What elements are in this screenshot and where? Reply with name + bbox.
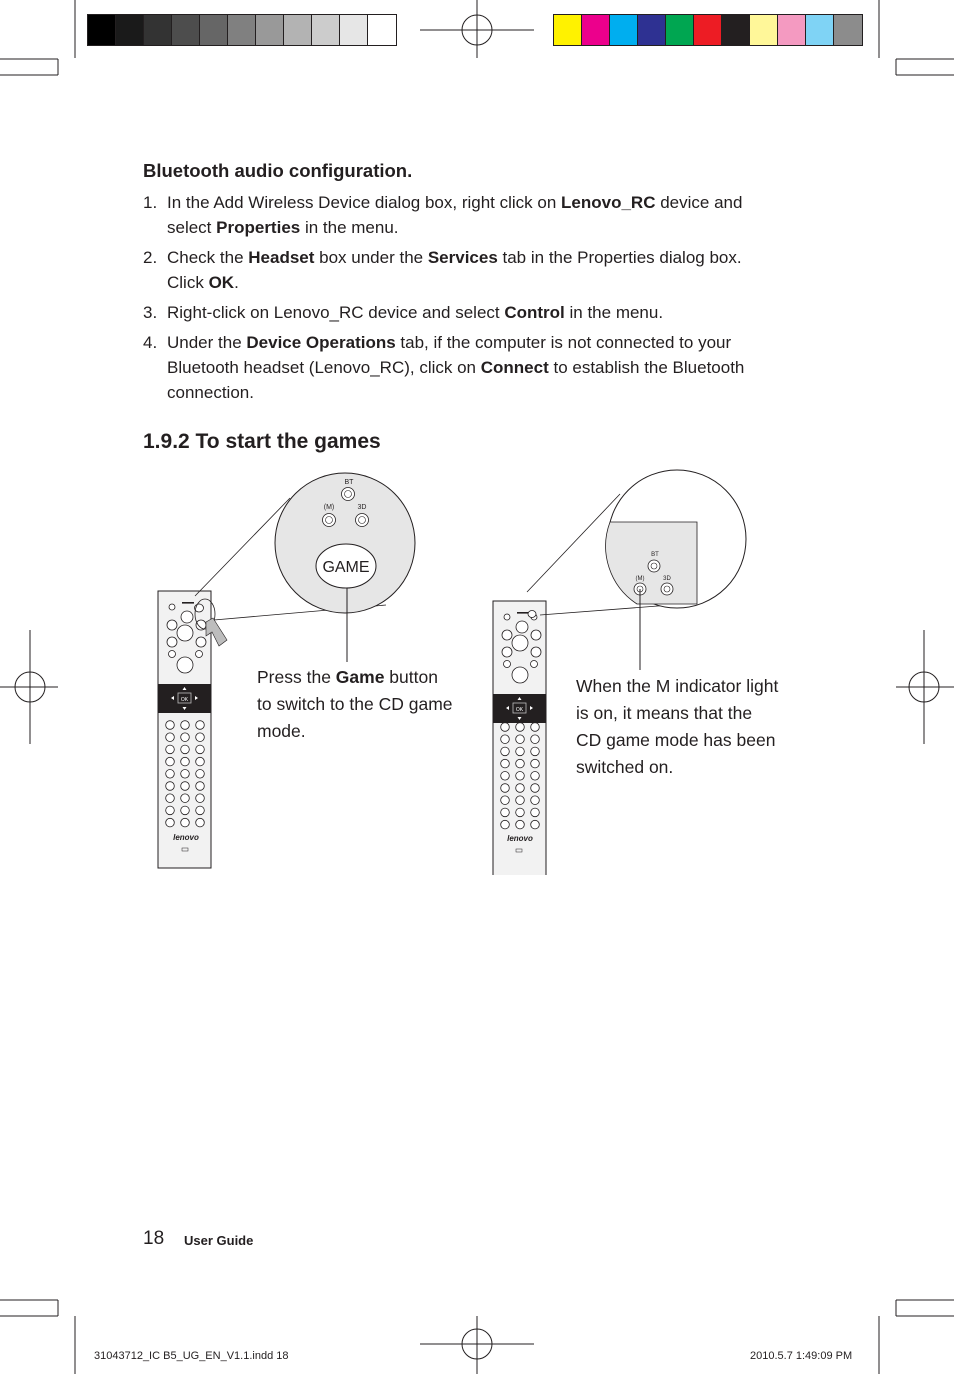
remote-control-left bbox=[158, 591, 211, 868]
zoom-label-bt: BT bbox=[651, 552, 659, 558]
registration-target-right bbox=[896, 630, 954, 744]
remote-button bbox=[166, 770, 175, 779]
grayscale-calibration-bar bbox=[87, 14, 397, 46]
color-swatch bbox=[610, 15, 638, 45]
registration-target-left bbox=[0, 630, 58, 744]
remote-button bbox=[516, 772, 525, 781]
remote-button bbox=[181, 745, 190, 754]
remote-button bbox=[516, 796, 525, 805]
slug-file-info: 31043712_IC B5_UG_EN_V1.1.indd 18 bbox=[94, 1350, 289, 1362]
registration-target-bottom bbox=[420, 1316, 534, 1374]
zoom-label-m: (M) bbox=[323, 504, 335, 511]
remote-button bbox=[181, 818, 190, 827]
remote-button bbox=[501, 772, 510, 781]
remote-button bbox=[531, 772, 540, 781]
remote-button bbox=[166, 782, 175, 791]
remote-button bbox=[501, 759, 510, 768]
color-swatch bbox=[638, 15, 666, 45]
color-calibration-bar bbox=[553, 14, 863, 46]
color-swatch bbox=[666, 15, 694, 45]
remote-button bbox=[196, 757, 205, 766]
gray-swatch bbox=[368, 15, 396, 45]
instruction-step: 1. In the Add Wireless Device dialog box, right click on Lenovo_RC device and select Properties in the menu. bbox=[143, 193, 743, 237]
remote-button bbox=[531, 747, 540, 756]
remote-button bbox=[501, 723, 510, 732]
remote-button bbox=[531, 759, 540, 768]
gray-swatch bbox=[256, 15, 284, 45]
game-button-caption: Press the Game button to switch to the CD game mode. bbox=[257, 667, 453, 741]
remote-button bbox=[196, 794, 205, 803]
brand-label: lenovo bbox=[173, 833, 199, 842]
remote-button bbox=[181, 794, 190, 803]
remote-button bbox=[166, 733, 175, 742]
ok-label: OK bbox=[180, 697, 189, 703]
gray-swatch bbox=[200, 15, 228, 45]
zoom-label-three_d: 3D bbox=[357, 504, 367, 511]
zoom-label-three_d: 3D bbox=[663, 576, 671, 582]
color-swatch bbox=[750, 15, 778, 45]
remote-button bbox=[516, 808, 525, 817]
instruction-steps bbox=[143, 190, 783, 410]
subsection-heading: 1.9.2 To start the games bbox=[143, 430, 381, 453]
remote-button bbox=[501, 796, 510, 805]
page-number: 18 bbox=[143, 1228, 165, 1249]
instruction-step: 4. Under the Device Operations tab, if the computer is not connected to your Bluetooth headset (Lenovo_RC), click on Connect to establish the Bluetooth connection. bbox=[143, 333, 745, 402]
color-swatch bbox=[554, 15, 582, 45]
remote-button bbox=[181, 806, 190, 815]
gray-swatch bbox=[312, 15, 340, 45]
remote-button bbox=[531, 784, 540, 793]
remote-button bbox=[501, 747, 510, 756]
remote-button bbox=[516, 723, 525, 732]
remote-button bbox=[516, 784, 525, 793]
remote-button bbox=[196, 782, 205, 791]
remote-button bbox=[501, 808, 510, 817]
footer-label: User Guide bbox=[184, 1233, 254, 1248]
gray-swatch bbox=[172, 15, 200, 45]
color-swatch bbox=[582, 15, 610, 45]
remote-button bbox=[181, 721, 190, 730]
remote-button bbox=[196, 733, 205, 742]
remote-button bbox=[181, 757, 190, 766]
zoom-label-game: GAME bbox=[322, 559, 370, 576]
remote-button bbox=[196, 770, 205, 779]
remote-button bbox=[166, 794, 175, 803]
m-indicator-caption: When the M indicator light is on, it means that the CD game mode has been switched on. bbox=[576, 676, 779, 777]
remote-button bbox=[196, 806, 205, 815]
remote-button bbox=[531, 820, 540, 829]
remote-button bbox=[196, 745, 205, 754]
gray-swatch bbox=[88, 15, 116, 45]
zoom-circle-right bbox=[606, 470, 746, 608]
remote-button bbox=[181, 770, 190, 779]
section-heading: Bluetooth audio configuration. bbox=[143, 160, 413, 181]
zoom-label-m: (M) bbox=[635, 576, 645, 582]
remote-button bbox=[531, 735, 540, 744]
remote-button bbox=[166, 806, 175, 815]
remote-button bbox=[516, 735, 525, 744]
instruction-step: 2. Check the Headset box under the Services tab in the Properties dialog box. Click OK. bbox=[143, 248, 742, 292]
remote-button bbox=[531, 723, 540, 732]
registration-target-top bbox=[420, 0, 534, 58]
zoom-label-bt: BT bbox=[344, 479, 354, 486]
brand-label: lenovo bbox=[507, 834, 533, 843]
remote-button bbox=[181, 733, 190, 742]
remote-button bbox=[531, 796, 540, 805]
remote-button bbox=[531, 808, 540, 817]
remote-button bbox=[166, 721, 175, 730]
ok-label: OK bbox=[515, 707, 524, 713]
remote-button bbox=[501, 784, 510, 793]
remote-button bbox=[516, 747, 525, 756]
remote-button bbox=[196, 818, 205, 827]
remote-button bbox=[516, 820, 525, 829]
gray-swatch bbox=[144, 15, 172, 45]
remote-button bbox=[166, 757, 175, 766]
gray-swatch bbox=[228, 15, 256, 45]
gray-swatch bbox=[116, 15, 144, 45]
color-swatch bbox=[778, 15, 806, 45]
gray-swatch bbox=[284, 15, 312, 45]
remote-control-right bbox=[493, 601, 546, 875]
remote-button bbox=[501, 735, 510, 744]
color-swatch bbox=[806, 15, 834, 45]
color-swatch bbox=[694, 15, 722, 45]
remote-button bbox=[166, 745, 175, 754]
instruction-step: 3. Right-click on Lenovo_RC device and select Control in the menu. bbox=[143, 303, 664, 322]
gray-swatch bbox=[340, 15, 368, 45]
color-swatch bbox=[722, 15, 750, 45]
slug-date-info: 2010.5.7 1:49:09 PM bbox=[750, 1350, 853, 1362]
remote-button bbox=[166, 818, 175, 827]
remote-button bbox=[516, 759, 525, 768]
remote-button bbox=[181, 782, 190, 791]
remote-button bbox=[196, 721, 205, 730]
zoom-circle-left bbox=[275, 473, 415, 613]
color-swatch bbox=[834, 15, 862, 45]
remote-button bbox=[501, 820, 510, 829]
